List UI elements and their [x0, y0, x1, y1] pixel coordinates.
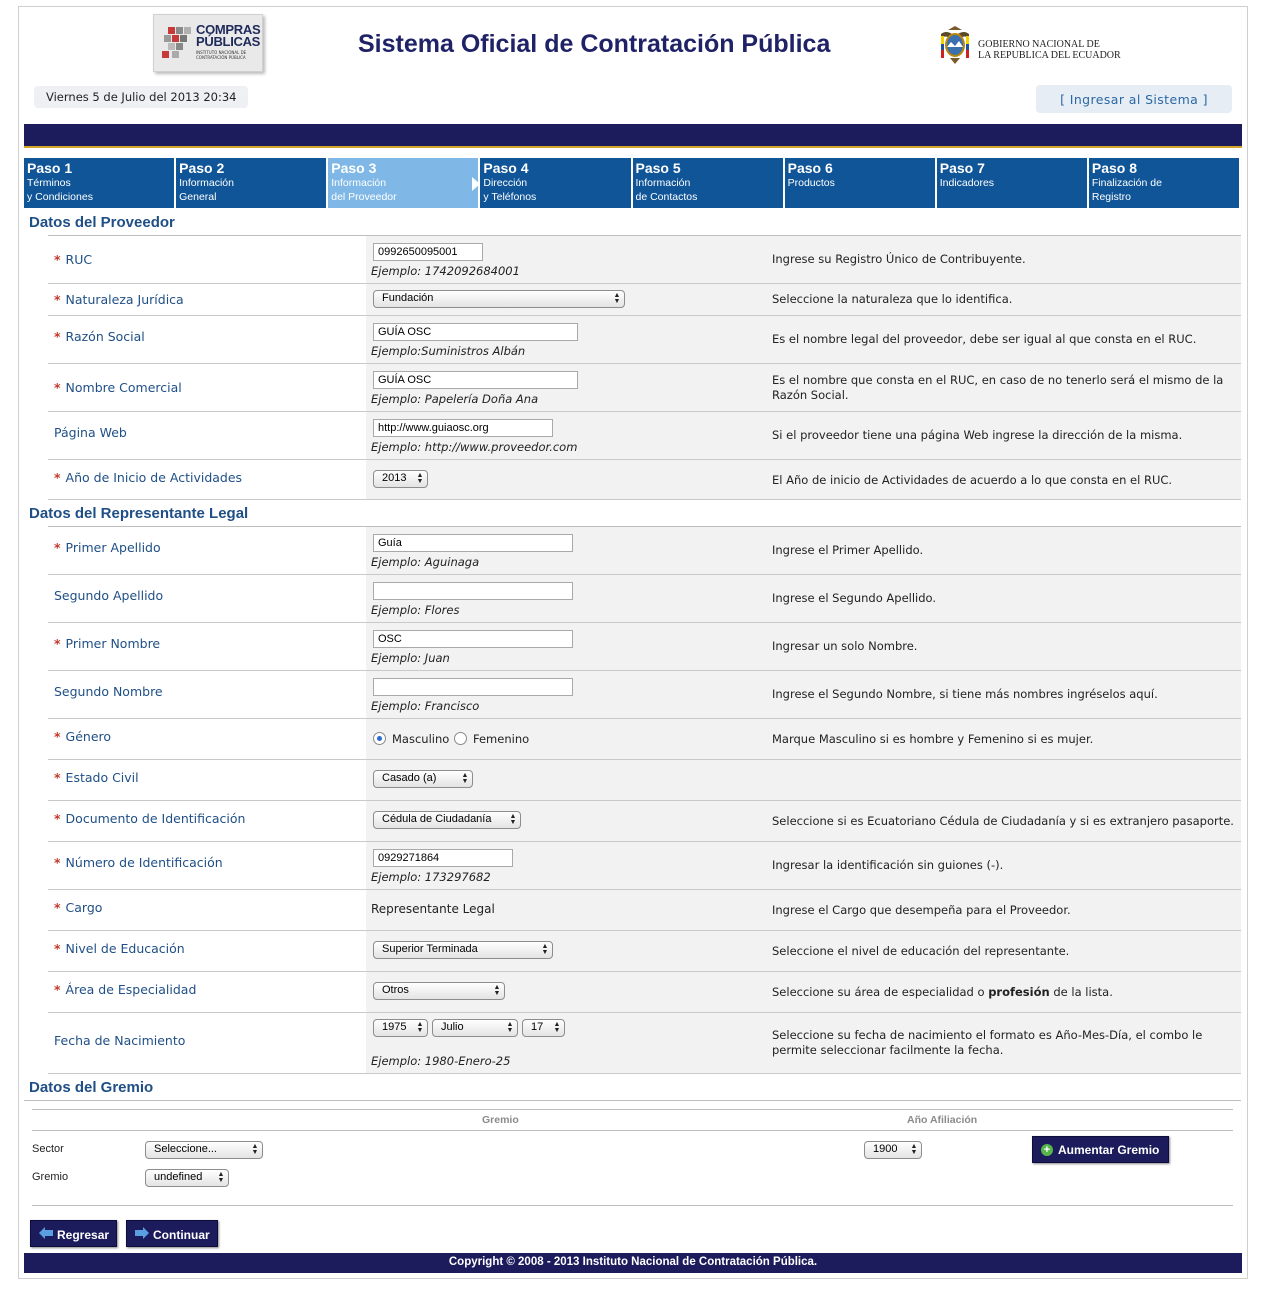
row-anio-inicio — [48, 460, 1241, 500]
login-button[interactable]: [ Ingresar al Sistema ] — [1036, 85, 1232, 113]
select-arrows-icon: ▲ ▼ — [509, 813, 517, 826]
step-7[interactable]: Paso 7 Indicadores — [937, 158, 1089, 208]
birth-month-select[interactable]: Julio ▲ ▼ — [432, 1019, 518, 1037]
arrow-right-icon — [135, 1227, 149, 1239]
gremio-select[interactable]: undefined ▲ ▼ — [145, 1169, 229, 1187]
step-1[interactable]: Paso 1 Términos y Condiciones — [24, 158, 176, 208]
anio-inicio-select[interactable]: 2013 ▲ ▼ — [373, 470, 428, 488]
fecha-help: Seleccione su fecha de nacimiento el formato es Año-Mes-Día, el combo le permite seleccionar facilmente la fecha. — [772, 1028, 1203, 1057]
wizard-steps — [24, 158, 1239, 208]
genero-label: * Género — [54, 729, 112, 744]
header-bar — [24, 124, 1242, 146]
plus-icon: + — [1041, 1144, 1053, 1156]
femenino-radio[interactable] — [454, 732, 467, 745]
estado-civil-select[interactable]: Casado (a) ▲ ▼ — [373, 770, 473, 788]
step-8[interactable]: Paso 8 Finalización de Registro — [1089, 158, 1239, 208]
select-arrows-icon: ▲ ▼ — [416, 1021, 424, 1034]
regresar-button[interactable]: Regresar — [30, 1220, 117, 1247]
current-date: Viernes 5 de Julio del 2013 20:34 — [34, 86, 248, 108]
step-2[interactable]: Paso 2 Información General — [176, 158, 328, 208]
select-arrows-icon: ▲ ▼ — [506, 1021, 514, 1034]
documento-label: * Documento de Identificación — [54, 811, 246, 826]
web-input[interactable]: http://www.guiaosc.org — [373, 419, 553, 437]
row-naturaleza — [48, 284, 1241, 316]
fecha-example: Ejemplo: 1980-Enero-25 — [371, 1054, 511, 1068]
nombre-comercial-input[interactable]: GUÍA OSC — [373, 371, 578, 389]
segundo-apellido-input[interactable] — [373, 582, 573, 600]
select-arrows-icon: ▲ ▼ — [493, 984, 501, 997]
anio-help: El Año de inicio de Actividades de acuerdo a lo que consta en el RUC. — [772, 473, 1173, 487]
estado-label: * Estado Civil — [54, 770, 139, 785]
row-numero-identificacion — [48, 842, 1241, 890]
documento-select[interactable]: Cédula de Ciudadanía ▲ ▼ — [373, 811, 521, 829]
step-3-active[interactable]: Paso 3 Información del Proveedor — [328, 158, 480, 208]
web-help: Si el proveedor tiene una página Web ingrese la dirección de la misma. — [772, 428, 1183, 442]
row-documento — [48, 801, 1241, 842]
nombre2-help: Ingrese el Segundo Nombre, si tiene más nombres ingréselos aquí. — [772, 687, 1158, 701]
segundo-nombre-input[interactable] — [373, 678, 573, 696]
masculino-radio[interactable] — [373, 732, 386, 745]
section-title-gremio: Datos del Gremio — [29, 1079, 154, 1096]
numero-identificacion-input[interactable]: 0929271864 — [373, 849, 513, 867]
nombre2-label: Segundo Nombre — [54, 684, 163, 699]
row-ruc — [48, 236, 1241, 284]
ruc-example: Ejemplo: 1742092684001 — [371, 264, 520, 278]
gremio-label: Gremio — [32, 1171, 69, 1183]
select-arrows-icon: ▲ ▼ — [217, 1171, 225, 1184]
naturaleza-select[interactable]: Fundación ▲ ▼ — [373, 290, 625, 308]
header-divider — [24, 146, 1242, 148]
apellido1-label: * Primer Apellido — [54, 540, 161, 555]
naturaleza-label: * Naturaleza Jurídica — [54, 292, 184, 307]
documento-help: Seleccione si es Ecuatoriano Cédula de Ciudadanía y si es extranjero pasaporte. — [772, 814, 1234, 828]
genero-help: Marque Masculino si es hombre y Femenino si es mujer. — [772, 732, 1094, 746]
gremio-column-header: Gremio — [482, 1114, 519, 1126]
cargo-help: Ingrese el Cargo que desempeña para el Proveedor. — [772, 903, 1071, 917]
system-title: Sistema Oficial de Contratación Pública — [358, 30, 831, 58]
section-title-representante: Datos del Representante Legal — [29, 505, 249, 522]
birth-day-select[interactable]: 17 ▲ ▼ — [522, 1019, 565, 1037]
section-title-proveedor: Datos del Proveedor — [29, 214, 175, 231]
government-name: GOBIERNO NACIONAL DE LA REPUBLICA DEL ECUADOR — [978, 39, 1121, 61]
gremio-table-top — [32, 1109, 1233, 1110]
area-help: Seleccione su área de especialidad o profesión de la lista. — [772, 985, 1113, 999]
apellido1-example: Ejemplo: Aguinaga — [371, 555, 480, 569]
anio-afiliacion-select[interactable]: 1900 ▲ ▼ — [864, 1141, 922, 1159]
aumentar-gremio-button[interactable]: + Aumentar Gremio — [1032, 1136, 1169, 1163]
row-area-especialidad — [48, 972, 1241, 1013]
row-nombre-comercial — [48, 364, 1241, 412]
birth-year-select[interactable]: 1975 ▲ ▼ — [373, 1019, 428, 1037]
nivel-educacion-select[interactable]: Superior Terminada ▲ ▼ — [373, 941, 553, 959]
apellido1-help: Ingrese el Primer Apellido. — [772, 543, 924, 557]
naturaleza-help: Seleccione la naturaleza que lo identifica. — [772, 292, 1013, 306]
nombre2-example: Ejemplo: Francisco — [371, 699, 480, 713]
anio-label: * Año de Inicio de Actividades — [54, 470, 243, 485]
sector-select[interactable]: Seleccione... ▲ ▼ — [145, 1141, 263, 1159]
compras-publicas-logo: COMPRAS PÚBLICAS INSTITUTO NACIONAL DE CONTRATACIÓN PÚBLICA — [153, 14, 263, 72]
numero-label: * Número de Identificación — [54, 855, 223, 870]
fecha-label: Fecha de Nacimiento — [54, 1033, 186, 1048]
razon-help: Es el nombre legal del proveedor, debe ser igual al que consta en el RUC. — [772, 332, 1197, 346]
numero-help: Ingresar la identificación sin guiones (-). — [772, 858, 1004, 872]
web-label: Página Web — [54, 425, 127, 440]
gremio-table-bottom — [32, 1205, 1233, 1206]
row-segundo-nombre — [48, 671, 1241, 719]
row-segundo-apellido — [48, 575, 1241, 623]
femenino-label: Femenino — [473, 732, 530, 746]
active-step-arrow-icon — [472, 177, 480, 191]
select-arrows-icon: ▲ ▼ — [416, 472, 424, 485]
apellido2-example: Ejemplo: Flores — [371, 603, 460, 617]
continuar-button[interactable]: Continuar — [126, 1220, 218, 1247]
row-estado-civil — [48, 760, 1241, 801]
educacion-help: Seleccione el nivel de educación del representante. — [772, 944, 1070, 958]
step-4[interactable]: Paso 4 Dirección y Teléfonos — [480, 158, 632, 208]
razon-label: * Razón Social — [54, 329, 145, 344]
select-arrows-icon: ▲ ▼ — [910, 1143, 918, 1156]
row-fecha-nacimiento — [48, 1013, 1241, 1074]
select-arrows-icon: ▲ ▼ — [613, 292, 621, 305]
area-especialidad-select[interactable]: Otros ▲ ▼ — [373, 982, 505, 1000]
step-5[interactable]: Paso 5 Información de Contactos — [633, 158, 785, 208]
educacion-label: * Nivel de Educación — [54, 941, 185, 956]
masculino-label: Masculino — [392, 732, 450, 746]
row-razon-social — [48, 316, 1241, 364]
web-example: Ejemplo: http://www.proveedor.com — [371, 440, 578, 454]
apellido2-label: Segundo Apellido — [54, 588, 164, 603]
arrow-left-icon — [39, 1227, 53, 1239]
ruc-help: Ingrese su Registro Único de Contribuyente. — [772, 252, 1026, 266]
nombre1-example: Ejemplo: Juan — [371, 651, 450, 665]
area-label: * Área de Especialidad — [54, 982, 197, 997]
ruc-input[interactable]: 0992650095001 — [373, 243, 483, 261]
select-arrows-icon: ▲ ▼ — [461, 772, 469, 785]
razon-example: Ejemplo:Suministros Albán — [371, 344, 526, 358]
cargo-value: Representante Legal — [371, 902, 495, 916]
row-pagina-web — [48, 412, 1241, 460]
row-genero — [48, 719, 1241, 760]
select-arrows-icon: ▲ ▼ — [553, 1021, 561, 1034]
select-arrows-icon: ▲ ▼ — [251, 1143, 259, 1156]
primer-apellido-input[interactable]: Guía — [373, 534, 573, 552]
cargo-label: * Cargo — [54, 900, 103, 915]
comercial-help: Es el nombre que consta en el RUC, en caso de no tenerlo será el mismo de la Razón Social. — [772, 373, 1224, 402]
gremio-header-divider — [32, 1130, 1233, 1131]
row-cargo — [48, 890, 1241, 931]
row-primer-apellido — [48, 527, 1241, 575]
ruc-label: * RUC — [54, 252, 93, 267]
sector-label: Sector — [32, 1143, 64, 1155]
razon-social-input[interactable]: GUÍA OSC — [373, 323, 578, 341]
row-primer-nombre — [48, 623, 1241, 671]
row-nivel-educacion — [48, 931, 1241, 972]
section-divider — [24, 1100, 1241, 1101]
nombre1-label: * Primer Nombre — [54, 636, 161, 651]
nombre1-help: Ingresar un solo Nombre. — [772, 639, 918, 653]
anio-afiliacion-column-header: Año Afiliación — [907, 1114, 978, 1126]
primer-nombre-input[interactable]: OSC — [373, 630, 573, 648]
comercial-example: Ejemplo: Papelería Doña Ana — [371, 392, 539, 406]
comercial-label: * Nombre Comercial — [54, 380, 182, 395]
ecuador-coat-of-arms-icon — [938, 24, 972, 66]
footer-copyright: Copyright © 2008 - 2013 Instituto Nacional de Contratación Pública. — [24, 1253, 1242, 1273]
select-arrows-icon: ▲ ▼ — [541, 943, 549, 956]
step-6[interactable]: Paso 6 Productos — [785, 158, 937, 208]
numero-example: Ejemplo: 173297682 — [371, 870, 491, 884]
apellido2-help: Ingrese el Segundo Apellido. — [772, 591, 937, 605]
